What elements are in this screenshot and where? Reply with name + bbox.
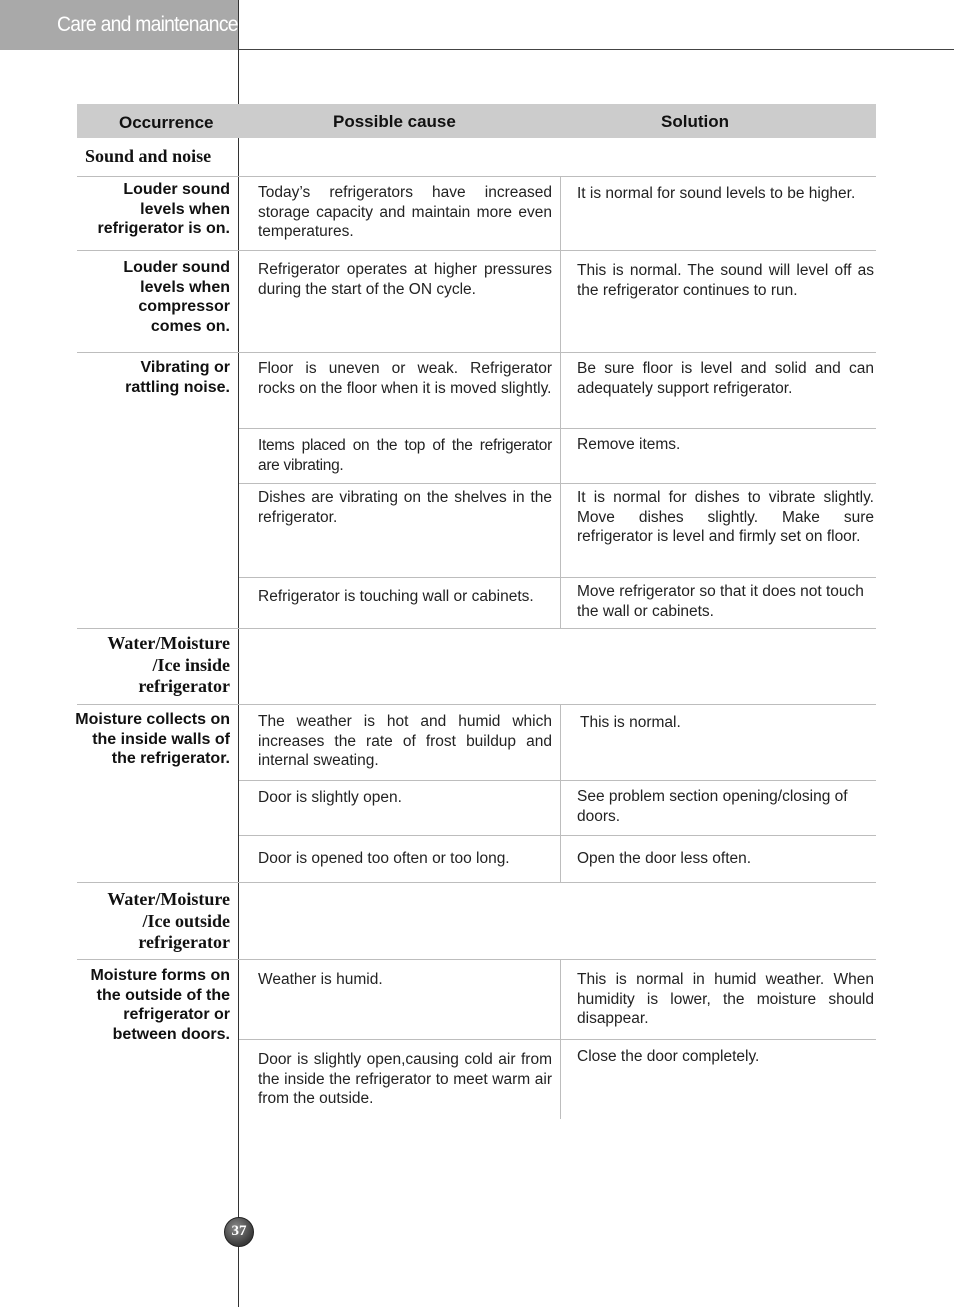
cause-cell: Weather is humid. <box>258 971 383 988</box>
column-header-occurrence: Occurrence <box>119 113 214 132</box>
margin-rule <box>238 0 239 1307</box>
section-heading-moisture-outside: Water/Moisture /Ice outside refrigerator <box>107 889 230 952</box>
solution-cell: This is normal. <box>580 714 681 731</box>
cause-cell: Refrigerator operates at higher pressures during the start of the ON cycle. <box>258 261 552 298</box>
solution-cell: Open the door less often. <box>577 850 752 867</box>
row-divider <box>239 780 876 781</box>
column-header-solution: Solution <box>661 112 729 131</box>
occurrence-cell: Vibrating or rattling noise. <box>125 359 230 396</box>
occurrence-cell: Moisture collects on the inside walls of the refrigerator. <box>75 711 230 767</box>
solution-cell: This is normal. The sound will level off as the refrigerator continues to run. <box>577 262 874 299</box>
column-divider <box>560 250 561 352</box>
row-divider <box>239 483 876 484</box>
solution-cell: Close the door completely. <box>577 1048 760 1065</box>
solution-cell: It is normal for sound levels to be higher. <box>577 185 856 202</box>
column-divider <box>560 704 561 780</box>
column-header-possible-cause: Possible cause <box>333 112 456 131</box>
column-divider <box>560 352 561 428</box>
cause-cell: Door is opened too often or too long. <box>258 850 510 867</box>
row-divider <box>77 250 876 251</box>
column-divider <box>560 176 561 250</box>
row-divider <box>77 628 876 629</box>
cause-cell: Door is slightly open,causing cold air from the inside the refrigerator to meet warm air from the outside. <box>258 1051 552 1107</box>
page-number: 37 <box>231 1223 247 1239</box>
cause-cell: Dishes are vibrating on the shelves in the refrigerator. <box>258 489 552 526</box>
column-divider <box>560 483 561 577</box>
column-divider <box>560 835 561 882</box>
row-divider <box>77 176 876 177</box>
cause-cell: Floor is uneven or weak. Refrigerator rocks on the floor when it is moved slightly. <box>258 360 552 397</box>
solution-cell: It is normal for dishes to vibrate slightly. Move dishes slightly. Make sure refrigerator is level and firmly set on floor. <box>577 489 874 545</box>
cause-cell: Door is slightly open. <box>258 789 402 806</box>
row-divider <box>77 959 876 960</box>
occurrence-cell: Louder sound levels when refrigerator is on. <box>97 181 230 237</box>
solution-cell: Remove items. <box>577 436 681 453</box>
row-divider <box>239 577 876 578</box>
column-divider <box>560 780 561 835</box>
solution-cell: Move refrigerator so that it does not touch the wall or cabinets. <box>577 583 864 620</box>
row-divider <box>77 352 876 353</box>
cause-cell: Today’s refrigerators have increased storage capacity and maintain more even temperatures. <box>258 184 552 240</box>
row-divider <box>77 882 876 883</box>
section-header-tab <box>0 0 239 50</box>
row-divider <box>77 704 876 705</box>
header-rule <box>239 49 954 50</box>
cause-cell: Items placed on the top of the refrigerator are vibrating. <box>258 437 552 474</box>
cause-cell: Refrigerator is touching wall or cabinets. <box>258 588 534 605</box>
solution-cell: See problem section opening/closing of doors. <box>577 788 848 825</box>
solution-cell: This is normal in humid weather. When humidity is lower, the moisture should disappear. <box>577 971 874 1027</box>
column-divider <box>560 1039 561 1119</box>
occurrence-cell: Louder sound levels when compressor comes on. <box>123 259 230 335</box>
page-number-badge <box>224 1217 254 1247</box>
row-divider <box>239 428 876 429</box>
section-heading-sound-and-noise: Sound and noise <box>85 146 212 166</box>
solution-cell: Be sure floor is level and solid and can adequately support refrigerator. <box>577 360 874 397</box>
row-divider <box>239 1039 876 1040</box>
column-divider <box>560 428 561 483</box>
column-divider <box>560 577 561 628</box>
section-heading-moisture-inside: Water/Moisture /Ice inside refrigerator <box>107 633 230 696</box>
occurrence-cell: Moisture forms on the outside of the refrigerator or between doors. <box>90 967 230 1043</box>
section-title: Care and maintenance <box>57 13 238 36</box>
cause-cell: The weather is hot and humid which increases the rate of frost buildup and internal sweating. <box>258 713 552 769</box>
row-divider <box>239 835 876 836</box>
column-divider <box>560 959 561 1039</box>
